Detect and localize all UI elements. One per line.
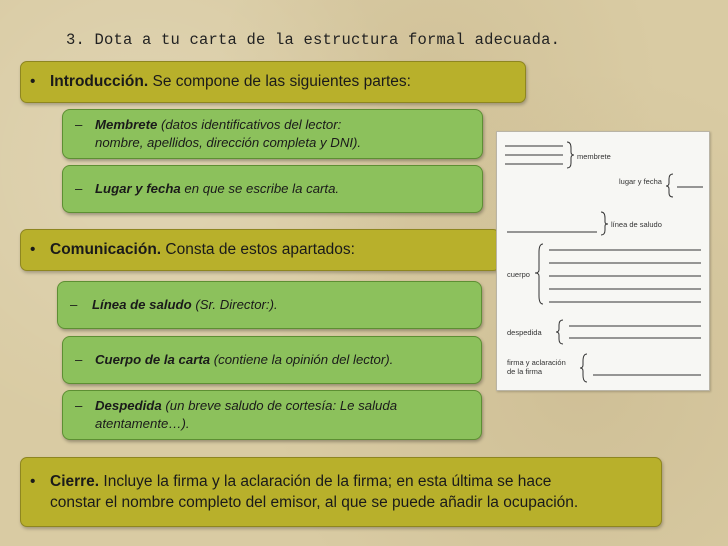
despedida-term: Despedida bbox=[95, 398, 162, 413]
comunicacion-heading: Comunicación. bbox=[50, 241, 162, 258]
membrete-desc-2: nombre, apellidos, dirección completa y DNI). bbox=[95, 135, 362, 150]
despedida-desc-1: (un breve saludo de cortesía: Le saluda bbox=[161, 398, 398, 413]
despedida-box bbox=[62, 390, 482, 440]
cierre-text-1: Incluye la firma y la aclaración de la firma; en esta última se hace bbox=[99, 473, 552, 490]
dash: – bbox=[75, 117, 83, 132]
despedida-desc-2: atentamente…). bbox=[95, 416, 190, 431]
slide-title: 3. Dota a tu carta de la estructura formal adecuada. bbox=[66, 31, 561, 49]
cuerpo-desc: (contiene la opinión del lector). bbox=[210, 352, 394, 367]
dash: – bbox=[70, 297, 78, 312]
letter-diagram-graphic bbox=[497, 132, 709, 390]
linea-saludo-desc: (Sr. Director:). bbox=[191, 297, 278, 312]
cuerpo-term: Cuerpo de la carta bbox=[95, 352, 211, 367]
dash: – bbox=[75, 352, 83, 367]
diagram-label-linea-saludo: línea de saludo bbox=[611, 220, 662, 229]
dash: – bbox=[75, 181, 83, 196]
diagram-label-cuerpo: cuerpo bbox=[507, 270, 530, 279]
membrete-term: Membrete bbox=[95, 117, 158, 132]
lugar-fecha-term: Lugar y fecha bbox=[95, 181, 181, 196]
linea-saludo-box bbox=[57, 281, 482, 329]
introduccion-text: Se compone de las siguientes partes: bbox=[148, 73, 411, 90]
introduccion-heading: Introducción. bbox=[50, 73, 149, 90]
letter-diagram bbox=[496, 131, 710, 391]
diagram-label-despedida: despedida bbox=[507, 328, 542, 337]
lugar-fecha-desc: en que se escribe la carta. bbox=[180, 181, 340, 196]
comunicacion-text: Consta de estos apartados: bbox=[161, 241, 355, 258]
diagram-label-firma-2: de la firma bbox=[507, 367, 543, 376]
dash: – bbox=[75, 398, 83, 413]
diagram-label-membrete: membrete bbox=[577, 152, 611, 161]
cierre-heading: Cierre. bbox=[50, 473, 100, 490]
bullet: • bbox=[30, 473, 36, 490]
lugar-fecha-box bbox=[62, 165, 483, 213]
introduccion-band bbox=[20, 61, 526, 103]
cierre-text-2: constar el nombre completo del emisor, al que se puede añadir la ocupación. bbox=[50, 494, 579, 511]
bullet: • bbox=[30, 241, 36, 258]
cierre-band bbox=[20, 457, 662, 527]
cuerpo-box bbox=[62, 336, 482, 384]
membrete-box bbox=[62, 109, 483, 159]
diagram-label-firma-1: firma y aclaración bbox=[507, 358, 566, 367]
membrete-desc-1: (datos identificativos del lector: bbox=[157, 117, 342, 132]
comunicacion-band bbox=[20, 229, 500, 271]
linea-saludo-term: Línea de saludo bbox=[92, 297, 192, 312]
bullet: • bbox=[30, 73, 36, 90]
diagram-label-lugar-fecha: lugar y fecha bbox=[619, 177, 662, 186]
